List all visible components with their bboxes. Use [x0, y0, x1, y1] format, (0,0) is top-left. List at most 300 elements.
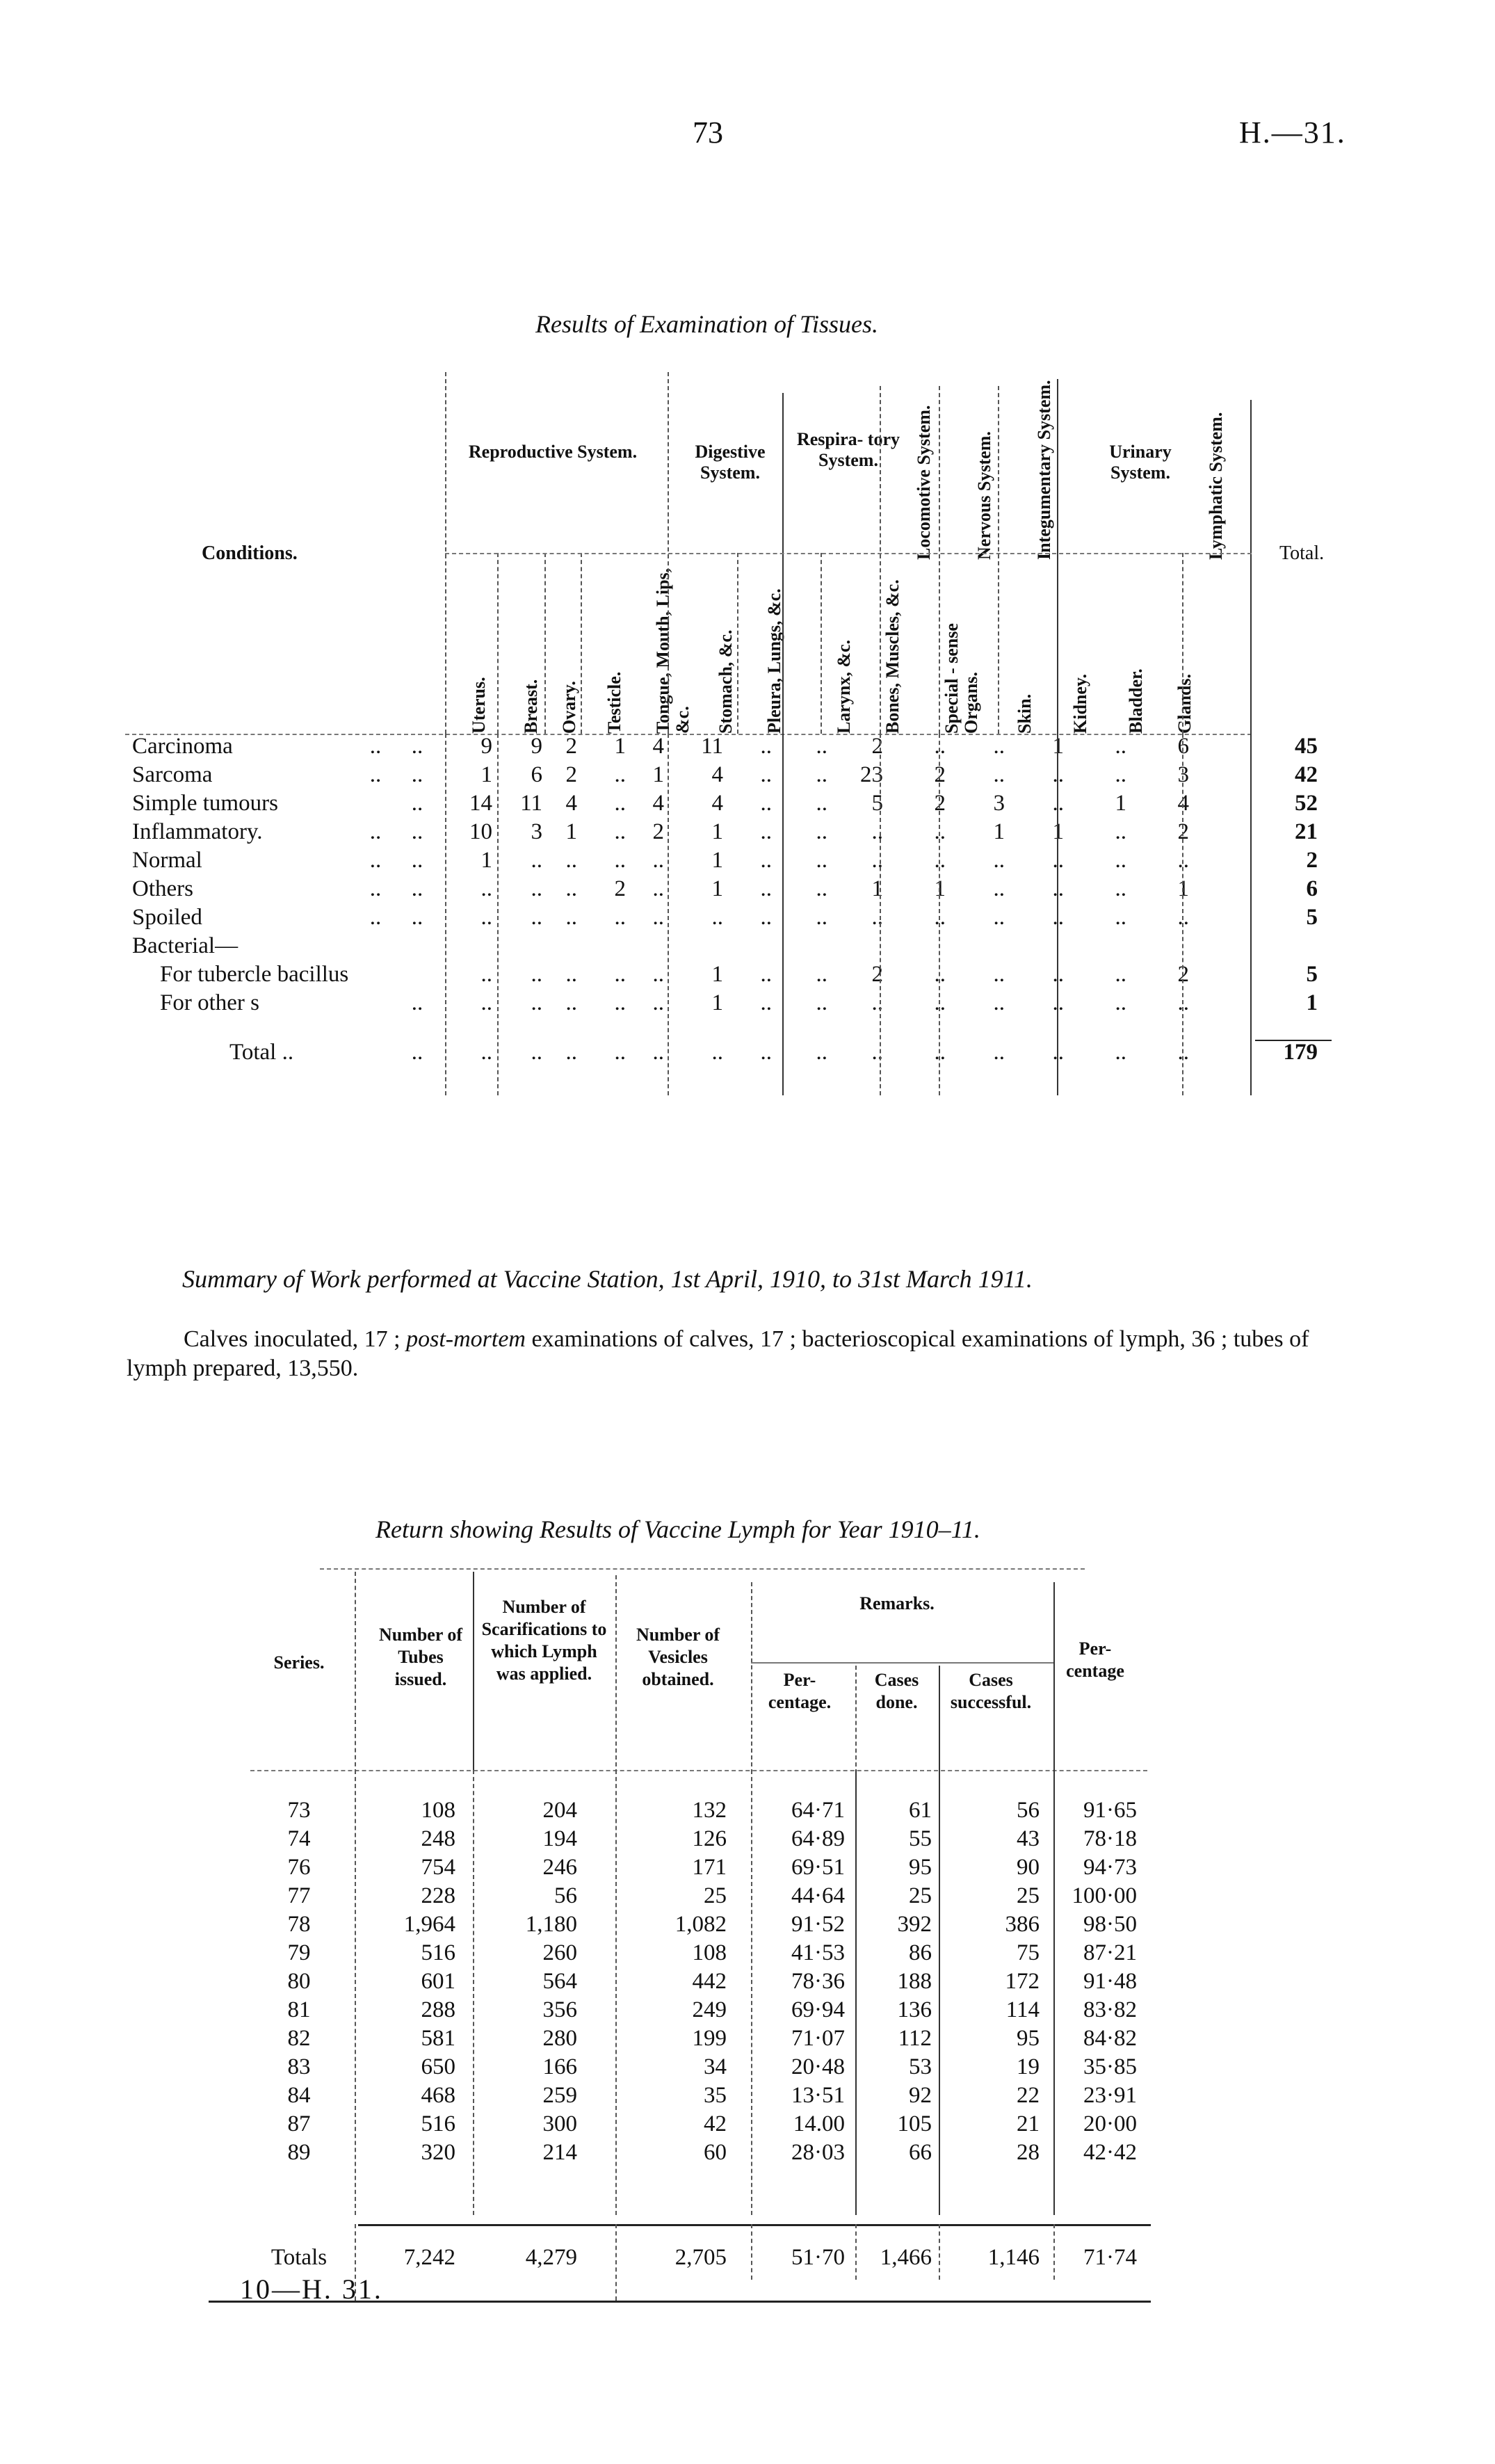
cases-done-cell: 86 [909, 1940, 932, 1965]
table-row [125, 905, 1349, 933]
cases-done-cell: 188 [897, 1969, 932, 1994]
table-cell: .. [614, 990, 626, 1015]
vaccine-table-header [250, 1568, 1297, 1770]
divider [939, 386, 940, 734]
table-cell: .. [652, 876, 664, 901]
row-label: Inflammatory. [132, 819, 263, 844]
header-remarks: Remarks. [859, 1593, 935, 1613]
scarifications-cell: 204 [542, 1798, 577, 1823]
totals-percentage: 51·70 [791, 2245, 845, 2270]
table-cell: .. [480, 990, 492, 1015]
divider [855, 1770, 857, 2215]
cases-successful-cell: 386 [1005, 1912, 1040, 1937]
row-total: 45 [1295, 734, 1318, 759]
leader-dots: .. [411, 876, 423, 901]
divider [473, 1770, 474, 2215]
row-total: 52 [1295, 791, 1318, 816]
percentage-cell: 41·53 [791, 1940, 845, 1965]
table-row [250, 2026, 1297, 2054]
col-stomach: Stomach, &c. [716, 629, 736, 734]
table-cell: 2 [614, 876, 626, 901]
table-cell: .. [1052, 962, 1064, 987]
vesicles-cell: 108 [692, 1940, 727, 1965]
table-cell: .. [760, 791, 772, 816]
total-header: Total. [1279, 542, 1325, 564]
cases-successful-cell: 90 [1017, 1855, 1040, 1880]
leader-dots: .. [411, 848, 423, 873]
group-lymphatic: Lymphatic System. [1206, 412, 1226, 560]
leader-dots: .. [411, 762, 423, 787]
summary-text: Calves inoculated, 17 ; [184, 1326, 407, 1352]
table-cell: .. [1115, 905, 1126, 930]
table-row [125, 962, 1349, 990]
table-cell: 1 [565, 819, 577, 844]
table-cell: 1 [711, 848, 723, 873]
divider [751, 1662, 1053, 1664]
table-cell: 4 [652, 791, 664, 816]
conditions-header: Conditions. [202, 542, 298, 564]
table-cell: .. [531, 876, 542, 901]
col-ovary: Ovary. [559, 681, 579, 734]
series-cell: 74 [287, 1826, 311, 1851]
divider [1182, 734, 1183, 1095]
table-cell: .. [993, 905, 1005, 930]
table-cell: 1 [871, 876, 883, 901]
group-digestive: Digestive System. [695, 442, 766, 483]
table-cell: 1 [1177, 876, 1189, 901]
series-cell: 77 [287, 1883, 311, 1908]
tubes-cell: 228 [421, 1883, 455, 1908]
table-cell: .. [1115, 962, 1126, 987]
table-row [250, 2111, 1297, 2140]
cases-successful-cell: 114 [1005, 1997, 1040, 2022]
tissues-table-header [125, 372, 1349, 734]
table-cell: .. [816, 876, 827, 901]
table-cell: .. [1115, 762, 1126, 787]
series-cell: 76 [287, 1855, 311, 1880]
row-total: 179 [1283, 1040, 1318, 1065]
table-cell: .. [1177, 990, 1189, 1015]
table-cell: .. [565, 962, 577, 987]
divider [615, 1575, 617, 1773]
overall-percentage-cell: 42·42 [1083, 2140, 1137, 2165]
table-cell: .. [1052, 762, 1064, 787]
totals-overall-percentage: 71·74 [1083, 2245, 1137, 2270]
table-cell: 1 [711, 962, 723, 987]
row-label: Total .. [229, 1040, 294, 1065]
table-cell: .. [711, 1040, 723, 1065]
table-cell: 4 [711, 791, 723, 816]
table-cell: .. [614, 962, 626, 987]
table-cell: 1 [1052, 734, 1064, 759]
table-cell: .. [1115, 734, 1126, 759]
cases-done-cell: 392 [897, 1912, 932, 1937]
cases-done-cell: 112 [898, 2026, 932, 2051]
table-cell: 1 [1115, 791, 1126, 816]
series-cell: 82 [287, 2026, 311, 2051]
col-tongue: Tongue, Mouth, Lips, &c. [653, 567, 693, 734]
table-row [125, 876, 1349, 905]
table-cell: .. [816, 762, 827, 787]
table-row [250, 2083, 1297, 2111]
table-cell: .. [1052, 905, 1064, 930]
cases-done-cell: 55 [909, 1826, 932, 1851]
table-cell: 3 [1177, 762, 1189, 787]
percentage-cell: 64·71 [791, 1798, 845, 1823]
leader-dots: .. [411, 734, 423, 759]
table-cell: 1 [711, 876, 723, 901]
divider [1053, 1582, 1055, 1773]
col-special-sense: Special - sense Organs. [942, 623, 981, 734]
tissues-table-body [125, 734, 1349, 1068]
table-row [250, 1798, 1297, 1826]
table-cell: 9 [531, 734, 542, 759]
table-cell: 2 [871, 962, 883, 987]
table-cell: .. [652, 1040, 664, 1065]
divider [880, 386, 881, 734]
divider [855, 1666, 857, 1773]
leader-dots: .. [369, 734, 382, 759]
table-row [125, 990, 1349, 1019]
divider [497, 553, 499, 734]
header-remarks-percentage: Per- centage. [768, 1670, 832, 1712]
col-bones: Bones, Muscles, &c. [882, 579, 903, 734]
table-cell: .. [652, 962, 664, 987]
group-nervous: Nervous System. [974, 431, 994, 560]
table-cell: 3 [531, 819, 542, 844]
table-cell: .. [1177, 1040, 1189, 1065]
table-cell: 1 [934, 876, 946, 901]
divider [880, 734, 881, 1095]
divider [544, 553, 546, 734]
table-cell: .. [993, 848, 1005, 873]
divider [782, 734, 784, 1095]
divider [1057, 734, 1058, 1095]
tubes-cell: 320 [421, 2140, 455, 2165]
divider [1053, 2224, 1055, 2280]
table-cell: 2 [652, 819, 664, 844]
table-row [250, 1969, 1297, 1997]
vesicles-cell: 249 [692, 1997, 727, 2022]
table-cell: .. [1115, 990, 1126, 1015]
totals-cases-done: 1,466 [880, 2245, 932, 2270]
table-cell: .. [816, 819, 827, 844]
row-label: For other s [160, 990, 259, 1015]
table-cell: .. [652, 990, 664, 1015]
divider [1250, 400, 1252, 734]
vaccine-table-title: Return showing Results of Vaccine Lymph for Year 1910–11. [375, 1515, 980, 1543]
divider [615, 1770, 617, 2215]
table-cell: .. [1115, 848, 1126, 873]
table-cell: .. [760, 962, 772, 987]
percentage-cell: 13·51 [791, 2083, 845, 2108]
table-cell: .. [934, 905, 946, 930]
table-cell: 5 [871, 791, 883, 816]
table-cell: 14 [469, 791, 492, 816]
table-cell: .. [1052, 791, 1064, 816]
table-cell: .. [1052, 1040, 1064, 1065]
tissues-table-title: Results of Examination of Tissues. [535, 310, 879, 338]
scarifications-cell: 214 [542, 2140, 577, 2165]
table-cell: .. [480, 905, 492, 930]
row-total: 21 [1295, 819, 1318, 844]
table-cell: 1 [1052, 819, 1064, 844]
cases-successful-cell: 43 [1017, 1826, 1040, 1851]
tissues-total-row [125, 1040, 1349, 1068]
table-cell: 6 [1177, 734, 1189, 759]
row-label: Carcinoma [132, 734, 233, 759]
table-cell: .. [993, 1040, 1005, 1065]
vesicles-cell: 442 [692, 1969, 727, 1994]
document-reference: H.—31. [1239, 115, 1346, 150]
tubes-cell: 516 [421, 1940, 455, 1965]
percentage-cell: 64·89 [791, 1826, 845, 1851]
table-cell: .. [614, 791, 626, 816]
tubes-cell: 1,964 [403, 1912, 455, 1937]
table-cell: 2 [1177, 962, 1189, 987]
leader-dots: .. [411, 791, 423, 816]
vesicles-cell: 126 [692, 1826, 727, 1851]
tubes-cell: 581 [421, 2026, 455, 2051]
table-cell: 2 [934, 791, 946, 816]
leader-dots: .. [369, 905, 382, 930]
col-uterus: Uterus. [469, 677, 489, 734]
divider [355, 1572, 356, 1773]
divider [668, 734, 669, 1095]
row-total: 5 [1306, 905, 1318, 930]
group-locomotive: Locomotive System. [914, 405, 934, 560]
table-cell: .. [760, 905, 772, 930]
leader-dots: .. [369, 876, 382, 901]
scarifications-cell: 356 [542, 1997, 577, 2022]
table-cell: .. [816, 1040, 827, 1065]
col-breast: Breast. [521, 679, 541, 734]
percentage-cell: 91·52 [791, 1912, 845, 1937]
col-glands: Glands. [1174, 674, 1195, 734]
vaccine-totals-row [250, 2224, 1297, 2301]
divider [751, 1770, 752, 2215]
cases-done-cell: 25 [909, 1883, 932, 1908]
divider [998, 386, 999, 734]
tubes-cell: 516 [421, 2111, 455, 2136]
table-cell: .. [480, 876, 492, 901]
table-cell: .. [531, 962, 542, 987]
table-cell: .. [1115, 1040, 1126, 1065]
table-cell: .. [934, 1040, 946, 1065]
leader-dots: .. [369, 848, 382, 873]
cases-successful-cell: 22 [1017, 2083, 1040, 2108]
totals-tubes: 7,242 [403, 2245, 455, 2270]
table-cell: .. [652, 848, 664, 873]
table-cell: 10 [469, 819, 492, 844]
cases-done-cell: 136 [897, 1997, 932, 2022]
row-label: For tubercle bacillus [160, 962, 349, 987]
table-cell: .. [993, 762, 1005, 787]
table-cell: .. [1052, 990, 1064, 1015]
table-cell: 1 [711, 819, 723, 844]
tubes-cell: 468 [421, 2083, 455, 2108]
table-cell: .. [760, 819, 772, 844]
divider [821, 553, 822, 734]
tubes-cell: 108 [421, 1798, 455, 1823]
scarifications-cell: 194 [542, 1826, 577, 1851]
divider [751, 1582, 752, 1773]
cases-successful-cell: 75 [1017, 1940, 1040, 1965]
divider [1182, 553, 1183, 734]
table-cell: .. [993, 962, 1005, 987]
table-cell: .. [614, 1040, 626, 1065]
table-cell: .. [531, 990, 542, 1015]
col-bladder: Bladder. [1126, 668, 1146, 734]
series-cell: 83 [287, 2054, 311, 2079]
table-cell: 2 [565, 734, 577, 759]
table-row [250, 1883, 1297, 1912]
summary-title: Summary of Work performed at Vaccine Station, 1st April, 1910, to 31st March 1911. [182, 1265, 1033, 1293]
scarifications-cell: 246 [542, 1855, 577, 1880]
table-cell: .. [760, 848, 772, 873]
series-cell: 80 [287, 1969, 311, 1994]
percentage-cell: 44·64 [791, 1883, 845, 1908]
table-cell: .. [565, 876, 577, 901]
table-cell: .. [934, 734, 946, 759]
table-cell: 3 [993, 791, 1005, 816]
table-row [250, 1826, 1297, 1855]
leader-dots: .. [411, 819, 423, 844]
cases-successful-cell: 19 [1017, 2054, 1040, 2079]
table-cell: .. [1052, 876, 1064, 901]
table-row [125, 791, 1349, 819]
table-cell: 4 [565, 791, 577, 816]
tubes-cell: 650 [421, 2054, 455, 2079]
table-cell: 1 [480, 848, 492, 873]
leader-dots: .. [369, 819, 382, 844]
table-cell: .. [816, 990, 827, 1015]
overall-percentage-cell: 23·91 [1083, 2083, 1137, 2108]
table-cell: .. [531, 905, 542, 930]
overall-percentage-cell: 91·48 [1083, 1969, 1137, 1994]
table-row [250, 1912, 1297, 1940]
table-cell: 1 [652, 762, 664, 787]
table-cell: 6 [531, 762, 542, 787]
scarifications-cell: 1,180 [525, 1912, 577, 1937]
table-cell: .. [1115, 876, 1126, 901]
scarifications-cell: 56 [554, 1883, 577, 1908]
cases-done-cell: 92 [909, 2083, 932, 2108]
table-cell: .. [531, 1040, 542, 1065]
cases-successful-cell: 25 [1017, 1883, 1040, 1908]
table-cell: 11 [520, 791, 542, 816]
totals-cases-successful: 1,146 [987, 2245, 1040, 2270]
divider [782, 393, 784, 734]
table-cell: 2 [565, 762, 577, 787]
table-cell: .. [760, 762, 772, 787]
series-cell: 79 [287, 1940, 311, 1965]
table-cell: .. [934, 990, 946, 1015]
divider [1057, 379, 1058, 734]
table-cell: .. [1177, 848, 1189, 873]
divider [1250, 734, 1252, 1095]
overall-percentage-cell: 20·00 [1083, 2111, 1137, 2136]
table-cell: .. [1177, 905, 1189, 930]
percentage-cell: 69·51 [791, 1855, 845, 1880]
table-cell: 11 [701, 734, 723, 759]
divider [615, 2224, 617, 2301]
table-row [250, 2140, 1297, 2168]
vaccine-table-body [250, 1770, 1297, 2224]
leader-dots: .. [411, 1040, 423, 1065]
tubes-cell: 248 [421, 1826, 455, 1851]
scarifications-cell: 280 [542, 2026, 577, 2051]
col-skin: Skin. [1015, 693, 1035, 734]
table-cell: .. [480, 962, 492, 987]
row-label: Simple tumours [132, 791, 278, 816]
table-cell: .. [871, 819, 883, 844]
overall-percentage-cell: 84·82 [1083, 2026, 1137, 2051]
overall-percentage-cell: 100·00 [1072, 1883, 1137, 1908]
row-label: Others [132, 876, 193, 901]
table-cell: 2 [934, 762, 946, 787]
table-cell: .. [816, 848, 827, 873]
col-larynx: Larynx, &c. [834, 639, 854, 734]
totals-scarifications: 4,279 [525, 2245, 577, 2270]
divider [445, 734, 446, 1095]
row-total: 42 [1295, 762, 1318, 787]
divider [939, 734, 940, 1095]
overall-percentage-cell: 78·18 [1083, 1826, 1137, 1851]
divider [1053, 1770, 1055, 2215]
row-total: 5 [1306, 962, 1318, 987]
row-label: Sarcoma [132, 762, 213, 787]
table-cell: .. [934, 819, 946, 844]
row-total: 2 [1306, 848, 1318, 873]
header-tubes: Number of Tubes issued. [378, 1625, 463, 1689]
table-cell: .. [565, 990, 577, 1015]
header-cases-done: Cases done. [874, 1670, 919, 1712]
page-footer: 10—H. 31. [240, 2273, 383, 2305]
summary-italic-text: post-mortem [406, 1326, 526, 1352]
percentage-cell: 78·36 [791, 1969, 845, 1994]
scarifications-cell: 259 [542, 2083, 577, 2108]
table-cell: .. [711, 905, 723, 930]
tubes-cell: 288 [421, 1997, 455, 2022]
table-cell: 1 [480, 762, 492, 787]
vesicles-cell: 60 [704, 2140, 727, 2165]
header-series: Series. [273, 1652, 325, 1673]
cases-successful-cell: 56 [1017, 1798, 1040, 1823]
table-row [250, 1940, 1297, 1969]
table-cell: .. [614, 762, 626, 787]
overall-percentage-cell: 91·65 [1083, 1798, 1137, 1823]
row-label: Normal [132, 848, 202, 873]
table-cell: .. [614, 848, 626, 873]
table-cell: 1 [614, 734, 626, 759]
overall-percentage-cell: 98·50 [1083, 1912, 1137, 1937]
percentage-cell: 69·94 [791, 1997, 845, 2022]
vesicles-cell: 1,082 [674, 1912, 727, 1937]
table-cell: 2 [871, 734, 883, 759]
table-row [125, 734, 1349, 762]
overall-percentage-cell: 94·73 [1083, 1855, 1137, 1880]
table-cell: .. [934, 962, 946, 987]
table-cell: .. [614, 819, 626, 844]
header-cases-successful: Cases successful. [950, 1670, 1032, 1712]
table-cell: .. [871, 1040, 883, 1065]
group-reproductive: Reproductive System. [468, 442, 638, 462]
page-number: 73 [693, 115, 723, 150]
vesicles-cell: 25 [704, 1883, 727, 1908]
table-row [125, 819, 1349, 848]
cases-done-cell: 66 [909, 2140, 932, 2165]
